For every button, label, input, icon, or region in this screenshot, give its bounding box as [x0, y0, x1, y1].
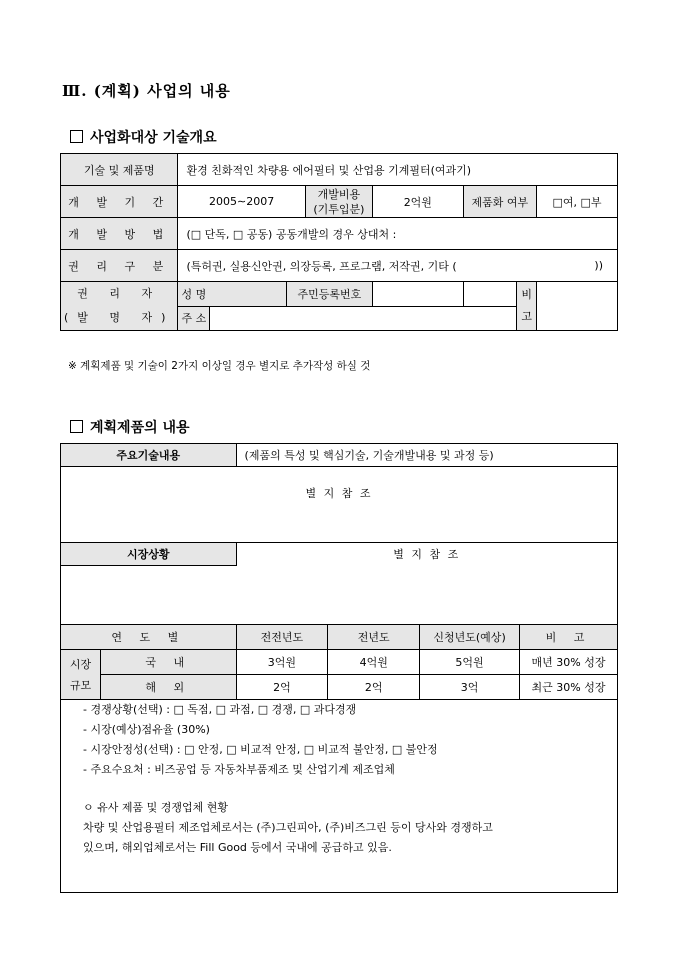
list-item: - 경쟁상황(선택) : □ 독점, □ 과점, □ 경쟁, □ 과다경쟁: [83, 703, 357, 716]
name-value[interactable]: [463, 282, 517, 307]
dev-period-label: 개 발 기 간: [61, 186, 178, 218]
dev-cost-label: 개발비용 (기투입분): [305, 186, 372, 218]
similar-heading: ㅇ 유사 제품 및 경쟁업체 현황: [83, 801, 228, 814]
key-tech-desc: (제품의 특성 및 핵심기술, 기술개발내용 및 과정 등): [236, 444, 617, 467]
address-value[interactable]: [210, 306, 517, 331]
dev-method-label: 개 발 방 법: [61, 218, 178, 250]
header-application-year: 신청년도(예상): [420, 625, 520, 650]
key-tech-content[interactable]: 별 지 참 조: [61, 467, 618, 543]
checkbox-square-icon: [70, 420, 83, 433]
year-header: 연 도 별: [61, 625, 237, 650]
header-remark: 비 고: [520, 625, 618, 650]
name-label: 성 명: [178, 282, 286, 307]
rights-holder-label: 권 리 자 (발 명 자): [61, 282, 178, 331]
market-label: 시장상황: [61, 543, 237, 566]
id-number-label: 주민등록번호: [286, 282, 372, 307]
overseas-remark[interactable]: 최근 30% 성장: [520, 675, 618, 700]
list-item: - 시장안정성(선택) : □ 안정, □ 비교적 안정, □ 비교적 불안정, □ 불안정: [83, 743, 438, 756]
rights-type-close: )): [537, 250, 618, 282]
address-label: 주 소: [178, 306, 210, 331]
market-bullet-list: [83, 700, 438, 780]
rights-type-value[interactable]: (특허권, 실용신안권, 의장등록, 프로그램, 저작권, 기타 (: [178, 250, 537, 282]
similar-line: 있으며, 해외업체로서는 Fill Good 등에서 국내에 공급하고 있음.: [83, 841, 392, 854]
commercialization-value[interactable]: □여, □부: [537, 186, 618, 218]
overseas-application-year[interactable]: 3억: [420, 675, 520, 700]
commercialization-label: 제품화 여부: [463, 186, 537, 218]
dev-cost-value[interactable]: 2억원: [373, 186, 464, 218]
dev-method-value[interactable]: (□ 단독, □ 공동) 공동개발의 경우 상대처 :: [178, 218, 618, 250]
tech-overview-table: [60, 153, 618, 331]
note-text: ※ 계획제품 및 기술이 2가지 이상일 경우 별지로 추가작성 하실 것: [68, 360, 371, 372]
tech-product-label: 기술 및 제품명: [61, 154, 178, 186]
checkbox-square-icon: [70, 130, 83, 143]
page-title: Ⅲ. (계획) 사업의 내용: [62, 82, 231, 100]
domestic-2y-ago[interactable]: 3억원: [236, 650, 328, 675]
list-item: - 주요수요처 : 비즈공업 등 자동차부품제조 및 산업기계 제조업체: [83, 763, 395, 776]
domestic-remark[interactable]: 매년 30% 성장: [520, 650, 618, 675]
domestic-last-year[interactable]: 4억원: [328, 650, 420, 675]
market-content-first-line: 별 지 참 조: [236, 543, 617, 566]
header-last-year: 전년도: [328, 625, 420, 650]
domestic-label: 국 내: [100, 650, 236, 675]
overseas-label: 해 외: [100, 675, 236, 700]
rights-type-label: 권 리 구 분: [61, 250, 178, 282]
id-number-value[interactable]: [373, 282, 464, 307]
overseas-last-year[interactable]: 2억: [328, 675, 420, 700]
list-item: - 시장(예상)점유율 (30%): [83, 723, 210, 736]
header-2y-ago: 전전년도: [236, 625, 328, 650]
key-tech-label: 주요기술내용: [61, 444, 237, 467]
domestic-application-year[interactable]: 5억원: [420, 650, 520, 675]
overseas-2y-ago[interactable]: 2억: [236, 675, 328, 700]
section-1-heading: [70, 127, 217, 147]
market-content[interactable]: [61, 566, 618, 625]
tech-product-value[interactable]: 환경 친화적인 차량용 에어필터 및 산업용 기계필터(여과기): [178, 154, 618, 186]
section-2-heading: [70, 417, 190, 437]
section-2-title: 계획제품의 내용: [90, 420, 190, 436]
similar-line: 차량 및 산업용필터 제조업체로서는 (주)그린피아, (주)비즈그린 등이 당사와 경쟁하고: [83, 821, 493, 834]
section-1-title: 사업화대상 기술개요: [90, 130, 217, 146]
market-scale-label: 시장 규모: [61, 650, 101, 700]
dev-period-value[interactable]: 2005∼2007: [178, 186, 305, 218]
remark-label: 비 고: [517, 282, 537, 331]
remark-value[interactable]: [537, 282, 618, 331]
similar-products-section: [83, 798, 493, 858]
